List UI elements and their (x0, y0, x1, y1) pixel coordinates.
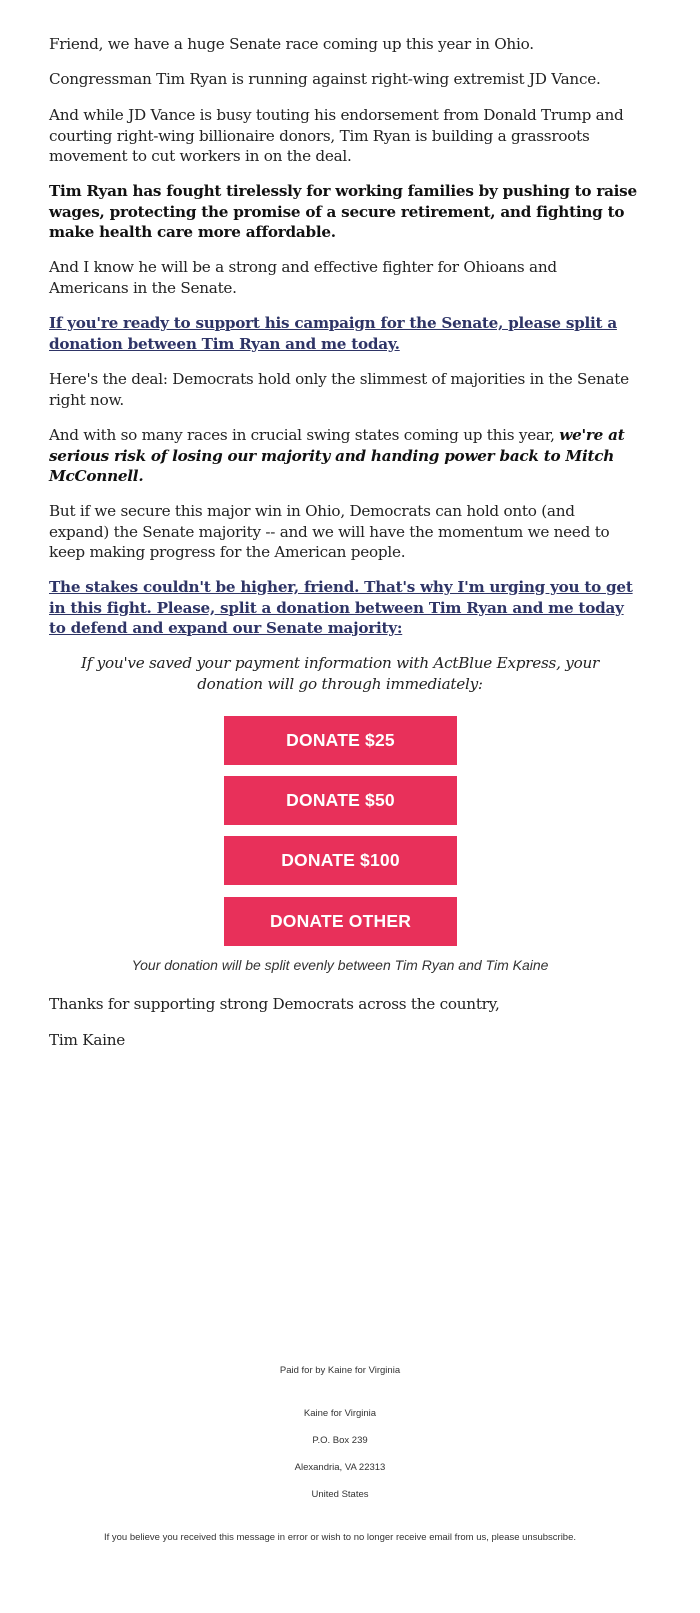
deal-paragraph: Here's the deal: Democrats hold only the slimmest of majorities in the Senate right now. (49, 370, 629, 409)
record-paragraph: Tim Ryan has fought tirelessly for working families by pushing to raise wages, protecting the promise of a secure retirement, and fighting to make health care more affordable. (49, 182, 637, 241)
unsubscribe-notice[interactable]: If you believe you received this message in error or wish to no longer receive email from us, please unsubscribe. (103, 1532, 577, 1543)
signature: Tim Kaine (49, 1031, 125, 1049)
donate-100-button[interactable]: DONATE $100 (224, 836, 457, 885)
actblue-express-note: If you've saved your payment information with ActBlue Express, your donation will go through immediately: (80, 654, 600, 693)
risk-paragraph (49, 425, 639, 487)
risk-paragraph-lead: And with so many races in crucial swing states coming up this year, (49, 426, 560, 444)
footer-country: United States (311, 1489, 369, 1500)
donate-other-button[interactable]: DONATE OTHER (224, 897, 457, 946)
paid-for-disclaimer: Paid for by Kaine for Virginia (279, 1365, 401, 1376)
thanks-line: Thanks for supporting strong Democrats across the country, (49, 995, 500, 1013)
footer-city: Alexandria, VA 22313 (294, 1462, 386, 1473)
donate-50-button[interactable]: DONATE $50 (224, 776, 457, 825)
stakes-donation-link[interactable]: The stakes couldn't be higher, friend. That's why I'm urging you to get in this fight. Please, split a donation between Tim Ryan and me today to defend and expand our Senate majority: (49, 578, 633, 637)
risk-paragraph-emphasis: we're at serious risk of losing our majority and handing power back to Mitch McConnell. (49, 426, 625, 485)
split-evenly-note: Your donation will be split evenly between Tim Ryan and Tim Kaine (131, 957, 549, 973)
ohio-win-paragraph: But if we secure this major win in Ohio, Democrats can hold onto (and expand) the Senate majority -- and we will have the momentum we need to keep making progress for the American people. (49, 502, 610, 561)
footer-org-name: Kaine for Virginia (303, 1408, 377, 1419)
donate-25-button[interactable]: DONATE $25 (224, 716, 457, 765)
candidate-paragraph: Congressman Tim Ryan is running against right-wing extremist JD Vance. (49, 70, 601, 88)
footer-po-box: P.O. Box 239 (312, 1435, 368, 1446)
split-donation-link[interactable]: If you're ready to support his campaign for the Senate, please split a donation between Tim Ryan and me today. (49, 314, 617, 353)
intro-paragraph: Friend, we have a huge Senate race coming up this year in Ohio. (49, 35, 534, 53)
fighter-paragraph: And I know he will be a strong and effective fighter for Ohioans and Americans in the Senate. (49, 258, 557, 297)
contrast-paragraph: And while JD Vance is busy touting his endorsement from Donald Trump and courting right-wing billionaire donors, Tim Ryan is building a grassroots movement to cut workers in on the deal. (49, 106, 624, 165)
